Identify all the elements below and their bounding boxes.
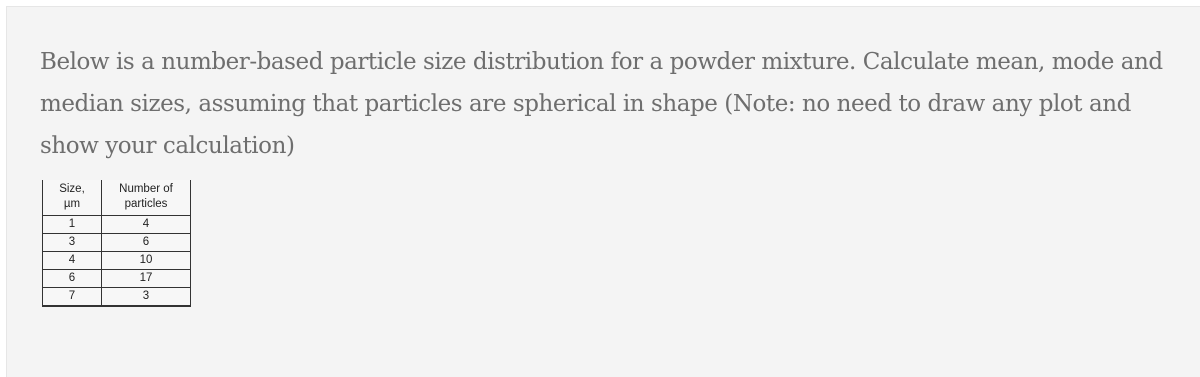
question-card [6, 6, 1200, 377]
size-cell: 6 [43, 270, 102, 288]
count-header: Number of [102, 180, 191, 197]
count-unit-header: particles [102, 197, 191, 216]
size-cell: 3 [43, 234, 102, 252]
size-cell: 7 [43, 288, 102, 307]
size-header: Size, [43, 180, 102, 197]
table-row [43, 288, 191, 307]
table-row [43, 234, 191, 252]
count-cell: 10 [102, 252, 191, 270]
count-cell: 3 [102, 288, 191, 307]
size-unit-header: µm [43, 197, 102, 216]
table-header-row [43, 197, 191, 216]
table-row [43, 216, 191, 234]
table-row [43, 252, 191, 270]
size-cell: 1 [43, 216, 102, 234]
table-header-row [43, 180, 191, 197]
size-cell: 4 [43, 252, 102, 270]
question-text: Below is a number-based particle size distribution for a powder mixture. Calculate mean, mode and median sizes, assuming that particles are spherical in shape (Note: no need to draw any plot and show your calculation) [40, 49, 1163, 159]
count-cell: 6 [102, 234, 191, 252]
table-row [43, 270, 191, 288]
count-cell: 4 [102, 216, 191, 234]
particle-size-table [42, 180, 191, 307]
count-cell: 17 [102, 270, 191, 288]
